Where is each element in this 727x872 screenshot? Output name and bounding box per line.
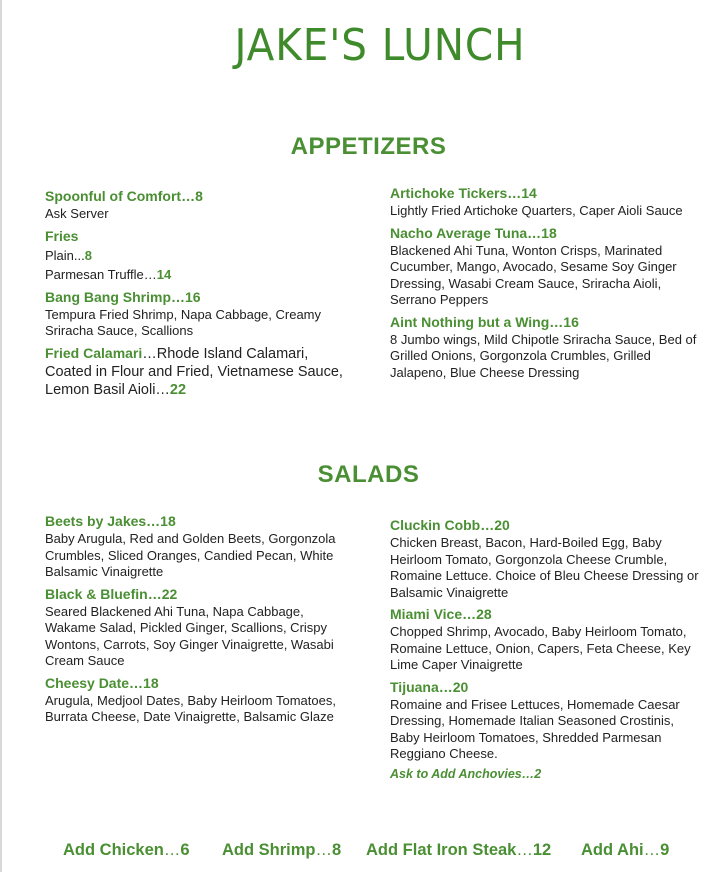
addon-steak-dots: …	[516, 841, 533, 859]
item-cobb-desc: Chicken Breast, Bacon, Hard-Boiled Egg, Baby Heirloom Tomato, Gorgonzola Cheese Crumble, Romaine Lettuce. Choice of Bleu Cheese Dressing or Balsamic Vinaigrette	[390, 535, 699, 600]
item-artichoke-desc: Lightly Fried Artichoke Quarters, Caper Aioli Sauce	[390, 203, 683, 218]
item-nacho-desc: Blackened Ahi Tuna, Wonton Crisps, Marinated Cucumber, Mango, Avocado, Sesame Soy Ginger Dressing, Wasabi Cream Sauce, Sriracha Aioli, Serrano Peppers	[390, 242, 677, 307]
item-calamari-price: 22	[169, 381, 187, 398]
addon-chicken-label: Add Chicken	[63, 841, 164, 859]
addon-ahi-label: Add Ahi	[581, 841, 644, 859]
item-cobb-name: Cluckin Cobb…20	[390, 517, 510, 533]
anchovies-note: Ask to Add Anchovies…2	[390, 766, 542, 781]
appetizers-right-column	[390, 184, 700, 385]
item-bangbang-name: Bang Bang Shrimp…16	[45, 288, 201, 305]
addon-ahi-dots: …	[643, 841, 661, 859]
addon-ahi-price: 9	[660, 841, 670, 859]
item-calamari-desc: …Rhode Island Calamari, Coated in Flour and Fried, Vietnamese Sauce, Lemon Basil Aioli…	[45, 345, 343, 398]
addon-shrimp-price: 8	[332, 841, 342, 859]
appetizers-heading: APPETIZERS	[290, 133, 447, 160]
page-left-edge	[0, 0, 2, 872]
salads-left-column	[45, 512, 345, 730]
addon-chicken-dots: …	[163, 841, 181, 859]
addon-steak	[366, 841, 551, 860]
addon-chicken-price: 6	[180, 841, 190, 859]
item-tijuana-desc: Romaine and Frisee Lettuces, Homemade Caesar Dressing, Homemade Italian Seasoned Crostinis, Baby Heirloom Tomatoes, Shredded Parmesan Reggiano Cheese.	[390, 696, 680, 761]
addons-row	[0, 841, 727, 865]
fries-truffle-price: 14	[156, 266, 172, 282]
item-calamari-name: Fried Calamari	[45, 344, 143, 361]
item-calamari	[45, 344, 355, 399]
salads-right-column	[390, 516, 700, 781]
item-wing-name: Aint Nothing but a Wing…16	[390, 313, 579, 330]
addon-ahi	[581, 841, 669, 860]
item-spoonful-name: Spoonful of Comfort…8	[45, 188, 203, 204]
item-miami-name: Miami Vice…28	[390, 606, 492, 622]
item-bangbang-desc: Tempura Fried Shrimp, Napa Cabbage, Creamy Sriracha Sauce, Scallions	[45, 306, 322, 338]
item-bluefin-desc: Seared Blackened Ahi Tuna, Napa Cabbage, Wakame Salad, Pickled Ginger, Scallions, Crispy Wontons, Carrots, Soy Ginger Vinaigrette, Wasabi Cream Sauce	[45, 603, 334, 668]
menu-title: JAKE'S LUNCH	[234, 20, 526, 71]
addon-shrimp-label: Add Shrimp	[222, 841, 316, 859]
fries-plain-label: Plain...	[45, 247, 85, 263]
item-cheesy-desc: Arugula, Medjool Dates, Baby Heirloom Tomatoes, Burrata Cheese, Date Vinaigrette, Balsamic Glaze	[45, 692, 336, 724]
item-wing-desc: 8 Jumbo wings, Mild Chipotle Sriracha Sauce, Bed of Grilled Onions, Gorgonzola Crumbles, Grilled Jalapeno, Blue Cheese Dressing	[390, 331, 697, 380]
addon-steak-label: Add Flat Iron Steak	[366, 841, 517, 859]
appetizers-left-column	[45, 187, 355, 403]
salads-heading: SALADS	[317, 461, 420, 488]
item-beets-desc: Baby Arugula, Red and Golden Beets, Gorgonzola Crumbles, Sliced Oranges, Candied Pecan, White Balsamic Vinaigrette	[45, 531, 336, 579]
addon-steak-price: 12	[532, 841, 552, 859]
addon-shrimp	[222, 841, 341, 860]
fries-plain-price: 8	[84, 247, 92, 263]
addon-shrimp-dots: …	[315, 841, 332, 859]
fries-truffle-label: Parmesan Truffle…	[45, 266, 157, 282]
item-beets-name: Beets by Jakes…18	[45, 513, 176, 529]
item-miami-desc: Chopped Shrimp, Avocado, Baby Heirloom Tomato, Romaine Lettuce, Onion, Capers, Feta Cheese, Key Lime Caper Vinaigrette	[390, 624, 691, 672]
fries-plain-line	[45, 246, 355, 265]
fries-truffle-line	[45, 265, 355, 284]
item-bluefin-name: Black & Bluefin…22	[45, 585, 178, 602]
item-artichoke-name: Artichoke Tickers…14	[390, 185, 537, 201]
item-spoonful-desc: Ask Server	[45, 206, 109, 221]
item-cheesy-name: Cheesy Date…18	[45, 674, 159, 691]
item-tijuana-name: Tijuana…20	[390, 678, 469, 695]
item-nacho-name: Nacho Average Tuna…18	[390, 224, 557, 241]
addon-chicken	[63, 841, 190, 860]
item-fries-name: Fries	[45, 227, 79, 244]
